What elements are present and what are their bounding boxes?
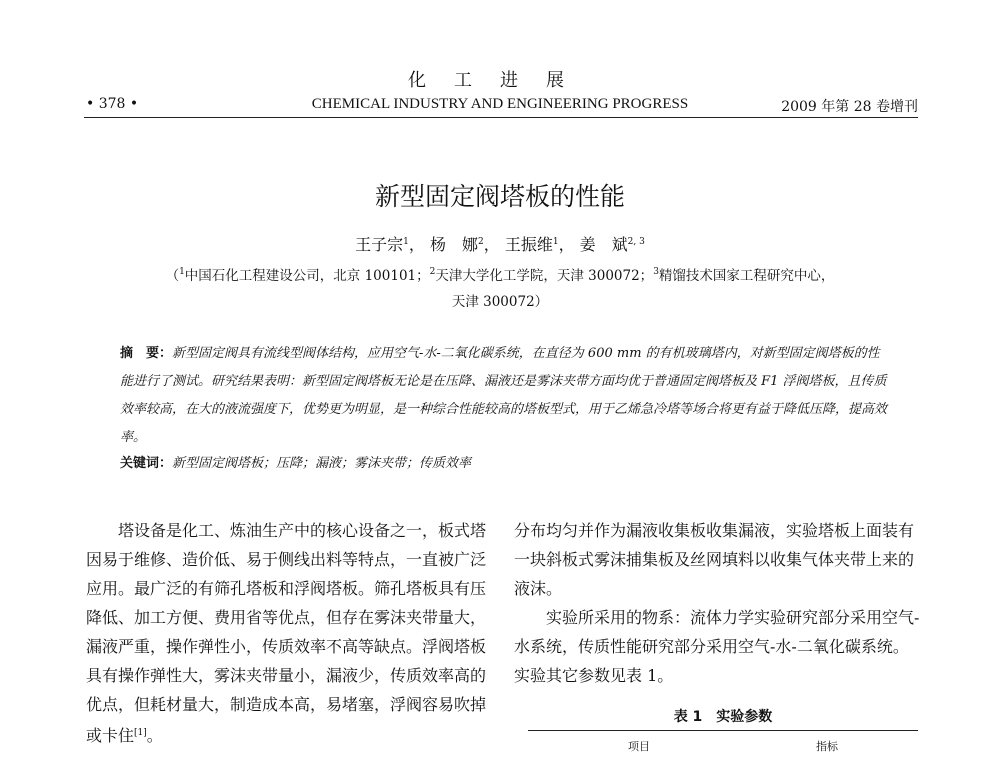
- author-name: 姜 斌: [579, 235, 628, 254]
- issue-info: 2009 年第 28 卷增刊: [781, 99, 918, 115]
- keywords-text: 新型固定阀塔板；压降；漏液；雾沫夹带；传质效率: [172, 456, 472, 471]
- affiliation-2: 天津大学化工学院，天津 300072；: [435, 268, 654, 284]
- paragraph-text: 塔设备是化工、炼油生产中的核心设备之一，板式塔因易于维修、造价低、易于侧线出料等特点，一直被广泛应用。最广泛的有筛孔塔板和浮阀塔板。筛孔塔板具有压降低、加工方便、费用省等优点，但存在雾沫夹带量大，漏液严重，操作弹性小，传质效率不高等缺点。浮阀塔板具有操作弹性大，雾沫夹带量小，漏液少，传质效率高的优点，但耗材量大，制造成本高，易堵塞，浮阀容易吹掉或卡住: [86, 521, 487, 745]
- header-rule: [84, 117, 918, 118]
- affiliation-1: 中国石化工程建设公司，北京 100101；: [184, 268, 430, 284]
- keywords-label: 关键词：: [120, 456, 173, 471]
- affil-mark: 3: [653, 267, 659, 277]
- author-name: 王振维: [504, 235, 553, 254]
- abstract: [120, 340, 888, 452]
- body-paragraph: [86, 516, 496, 750]
- affiliation-line-1: （$^1$中国石化工程建设公司，北京 100101；$^2$天津大学化工学院，天津 300072；$^3$精馏技术国家工程研究中心，: [165, 267, 835, 284]
- abstract-label: 摘 要：: [120, 346, 173, 361]
- journal-title-en: CHEMICAL INDUSTRY AND ENGINEERING PROGRESS: [311, 96, 689, 112]
- author-name: 王子宗: [355, 235, 404, 254]
- author-affil-mark: 2: [477, 237, 484, 247]
- page-number: • 378 •: [86, 96, 139, 112]
- table-header-value: 指标: [816, 740, 838, 753]
- table-header-item: 项目: [628, 740, 650, 753]
- paragraph-end: 。: [146, 726, 163, 745]
- journal-title-cn: 化工进展: [408, 70, 592, 91]
- author-list: 王子宗$^1$， 杨 娜$^2$， 王振维$^1$， 姜 斌$^{2, 3}$: [355, 235, 645, 254]
- keywords: [120, 452, 888, 471]
- affiliation-3: 精馏技术国家工程研究中心，: [658, 268, 835, 284]
- author-affil-mark: 1: [552, 237, 559, 247]
- affil-mark: 1: [179, 267, 185, 277]
- abstract-text: 新型固定阀具有流线型阀体结构，应用空气-水-二氧化碳系统，在直径为 600 mm 的有机玻璃塔内，对新型固定阀塔板的性能进行了测试。研究结果表明：新型固定阀塔板无论是在压降、漏液还是雾沫夹带方面均优于普通固定阀塔板及 F1 浮阀塔板，且传质效率较高，在大的液流强度下，优势更为明显，是一种综合性能较高的塔板型式，用于乙烯急冷塔等场合将更有益于降低压降，提高效率。: [120, 346, 888, 445]
- paper-title: 新型固定阀塔板的性能: [374, 182, 625, 211]
- body-paragraph: 分布均匀并作为漏液收集板收集漏液，实验塔板上面装有一块斜板式雾沫捕集板及丝网填料以收集气体夹带上来的液沫。: [514, 521, 915, 598]
- affil-mark: 2: [429, 267, 436, 277]
- body-paragraph: 实验所采用的物系：流体力学实验研究部分采用空气-水系统，传质性能研究部分采用空气-水-二氧化碳系统。实验其它参数见表 1。: [514, 608, 920, 685]
- table-caption: 表 1 实验参数: [673, 709, 773, 725]
- reference-mark: [1]: [134, 728, 147, 738]
- body-column-left: [86, 516, 496, 750]
- author-name: 杨 娜: [429, 235, 478, 254]
- table-top-rule: [528, 730, 918, 731]
- author-affil-mark: 2, 3: [627, 237, 645, 247]
- body-column-right: [514, 516, 924, 690]
- author-affil-mark: 1: [403, 237, 409, 247]
- affiliation-line-2: 天津 300072）: [451, 294, 549, 310]
